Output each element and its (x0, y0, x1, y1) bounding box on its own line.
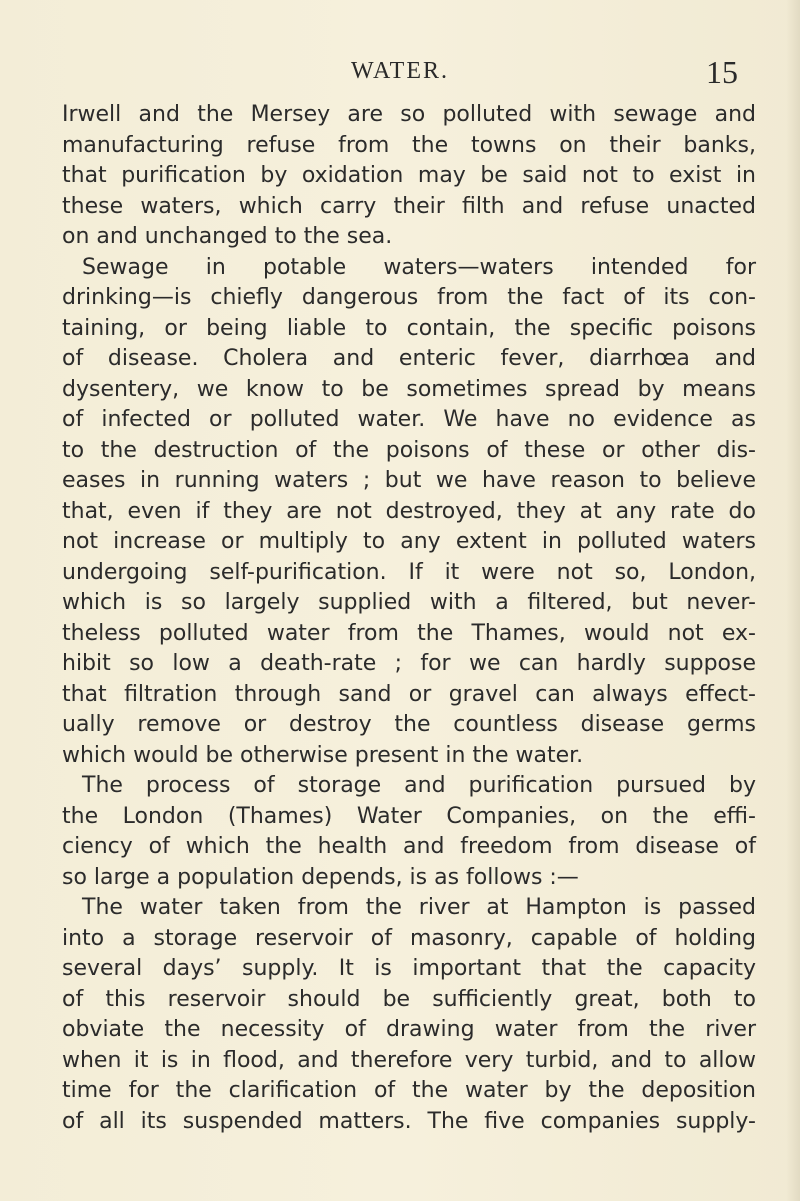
text-line: hibit so low a death-rate ; for we can hardly suppose (62, 651, 756, 676)
text-line: several days’ supply. It is important that the capacity (62, 956, 756, 981)
text-line: of infected or polluted water. We have no evidence as (62, 407, 756, 432)
text-line: these waters, which carry their filth and refuse unacted (62, 193, 756, 219)
text-line: not increase or multiply to any extent in polluted waters (62, 529, 756, 554)
text-line: of this reservoir should be sufficiently great, both to (62, 986, 756, 1012)
text-line: Sewage in potable waters—waters intended for (82, 254, 756, 280)
text-line: manufacturing refuse from the towns on their banks, (62, 132, 756, 158)
text-line: The process of storage and purification pursued by (82, 773, 756, 798)
text-line: ually remove or destroy the countless disease germs (62, 712, 756, 737)
text-line: which is so largely supplied with a filtered, but never- (62, 590, 756, 615)
text-line: to the destruction of the poisons of these or other dis- (62, 437, 756, 463)
text-line: eases in running waters ; but we have reason to believe (62, 468, 756, 493)
text-line: The water taken from the river at Hampton is passed (82, 895, 756, 920)
page-edge-shadow (786, 0, 800, 1201)
text-line: dysentery, we know to be sometimes spread by means (62, 376, 756, 402)
text-line: Irwell and the Mersey are so polluted with sewage and (62, 102, 756, 127)
text-line: theless polluted water from the Thames, would not ex- (62, 620, 756, 646)
page-header (0, 56, 800, 96)
text-line: into a storage reservoir of masonry, capable of holding (62, 925, 756, 951)
body-text (62, 100, 756, 1137)
text-line: when it is in flood, and therefore very turbid, and to allow (62, 1047, 756, 1073)
text-line: on and unchanged to the sea. (62, 224, 393, 249)
text-line: that, even if they are not destroyed, they at any rate do (62, 498, 756, 524)
text-line: ciency of which the health and freedom from disease of (62, 834, 756, 859)
text-line: of all its suspended matters. The five companies supply- (62, 1108, 756, 1134)
running-head: WATER. (351, 58, 449, 84)
text-line: obviate the necessity of drawing water from the river (62, 1017, 756, 1042)
text-line: which would be otherwise present in the water. (62, 742, 584, 768)
text-line: undergoing self-purification. If it were not so, London, (62, 559, 756, 585)
text-line: taining, or being liable to contain, the specific poisons (62, 315, 756, 341)
text-line: the London (Thames) Water Companies, on the effi- (62, 803, 756, 829)
text-line: time for the clarification of the water by the deposition (62, 1078, 756, 1103)
page-number: 15 (706, 54, 738, 90)
text-line: so large a population depends, is as follows :— (62, 864, 579, 890)
text-line: of disease. Cholera and enteric fever, diarrhœa and (62, 346, 756, 371)
text-line: that filtration through sand or gravel can always effect- (62, 681, 756, 707)
text-line: drinking—is chiefly dangerous from the fact of its con- (62, 285, 756, 310)
text-line: that purification by oxidation may be said not to exist in (62, 163, 756, 188)
